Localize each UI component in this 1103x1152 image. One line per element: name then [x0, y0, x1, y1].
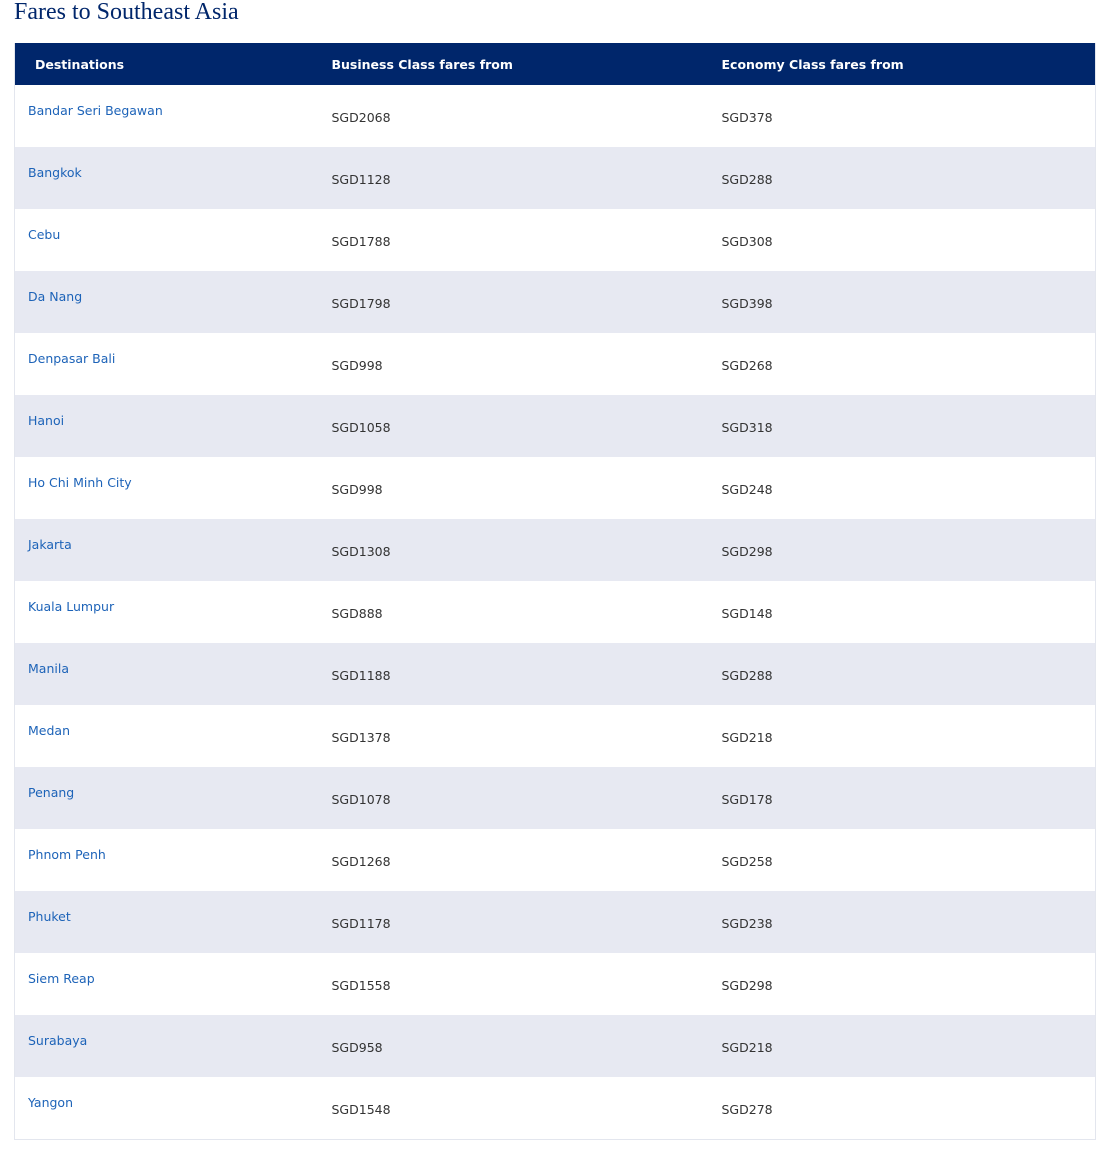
destination-cell — [15, 581, 332, 643]
business-fare-cell: SGD1268 — [331, 854, 391, 869]
destination-cell — [15, 209, 332, 271]
economy-fare-cell: SGD288 — [721, 172, 773, 187]
table-row — [15, 209, 1096, 271]
header-economy-fares: Economy Class fares from — [721, 56, 904, 72]
business-fare-cell: SGD958 — [331, 1040, 383, 1055]
table-row — [15, 1015, 1096, 1077]
destination-link[interactable]: Penang — [28, 785, 75, 800]
destination-cell — [15, 767, 332, 829]
business-fare-cell: SGD1178 — [331, 916, 391, 931]
destination-link[interactable]: Medan — [28, 723, 70, 738]
destination-cell — [15, 457, 332, 519]
table-row — [15, 643, 1096, 705]
destination-cell — [15, 333, 332, 395]
economy-fare-cell: SGD298 — [721, 544, 773, 559]
fares-table-header — [15, 43, 1096, 85]
business-fare-cell: SGD1058 — [331, 420, 391, 435]
business-fare-cell: SGD888 — [331, 606, 383, 621]
destination-cell — [15, 705, 332, 767]
economy-fare-cell: SGD378 — [721, 110, 773, 125]
destination-cell — [15, 1077, 332, 1139]
economy-fare-cell: SGD398 — [721, 296, 773, 311]
destination-link[interactable]: Bangkok — [28, 165, 82, 180]
destination-cell — [15, 829, 332, 891]
destination-link[interactable]: Manila — [28, 661, 69, 676]
business-fare-cell: SGD1558 — [331, 978, 391, 993]
destination-link[interactable]: Yangon — [28, 1095, 74, 1110]
destination-cell — [15, 147, 332, 209]
economy-fare-cell: SGD178 — [721, 792, 773, 807]
business-fare-cell: SGD1188 — [331, 668, 391, 683]
destination-cell — [15, 85, 332, 147]
header-row — [15, 43, 1096, 85]
business-fare-cell: SGD1798 — [331, 296, 391, 311]
business-fare-cell: SGD1788 — [331, 234, 391, 249]
destination-link[interactable]: Phnom Penh — [28, 847, 106, 862]
destination-link[interactable]: Phuket — [28, 909, 71, 924]
business-fare-cell: SGD1378 — [331, 730, 391, 745]
fares-table — [14, 43, 1096, 1140]
destination-link[interactable]: Da Nang — [28, 289, 83, 304]
table-row — [15, 333, 1096, 395]
table-row — [15, 147, 1096, 209]
table-row — [15, 953, 1096, 1015]
business-fare-cell: SGD1308 — [331, 544, 391, 559]
economy-fare-cell: SGD278 — [721, 1102, 773, 1117]
destination-link[interactable]: Cebu — [28, 227, 61, 242]
destination-cell — [15, 953, 332, 1015]
table-row — [15, 891, 1096, 953]
destination-link[interactable]: Bandar Seri Begawan — [28, 103, 163, 118]
economy-fare-cell: SGD308 — [721, 234, 773, 249]
destination-link[interactable]: Surabaya — [28, 1033, 88, 1048]
business-fare-cell: SGD998 — [331, 482, 383, 497]
table-row — [15, 829, 1096, 891]
economy-fare-cell: SGD218 — [721, 730, 773, 745]
business-fare-cell: SGD2068 — [331, 110, 391, 125]
fares-table-body — [15, 85, 1096, 1139]
destination-cell — [15, 891, 332, 953]
table-row — [15, 457, 1096, 519]
table-row — [15, 395, 1096, 457]
economy-fare-cell: SGD258 — [721, 854, 773, 869]
page-title: Fares to Southeast Asia — [14, 0, 239, 25]
destination-link[interactable]: Hanoi — [28, 413, 65, 428]
economy-fare-cell: SGD238 — [721, 916, 773, 931]
destination-link[interactable]: Denpasar Bali — [28, 351, 116, 366]
destination-cell — [15, 395, 332, 457]
economy-fare-cell: SGD148 — [721, 606, 773, 621]
table-row — [15, 705, 1096, 767]
economy-fare-cell: SGD248 — [721, 482, 773, 497]
destination-link[interactable]: Ho Chi Minh City — [28, 475, 132, 490]
business-fare-cell: SGD998 — [331, 358, 383, 373]
table-row — [15, 85, 1096, 147]
table-row — [15, 581, 1096, 643]
economy-fare-cell: SGD288 — [721, 668, 773, 683]
economy-fare-cell: SGD218 — [721, 1040, 773, 1055]
destination-cell — [15, 271, 332, 333]
header-destinations: Destinations — [35, 56, 125, 72]
header-business-fares: Business Class fares from — [331, 56, 513, 72]
economy-fare-cell: SGD298 — [721, 978, 773, 993]
destination-link[interactable]: Siem Reap — [28, 971, 95, 986]
destination-cell — [15, 643, 332, 705]
destination-cell — [15, 519, 332, 581]
economy-fare-cell: SGD268 — [721, 358, 773, 373]
business-fare-cell: SGD1078 — [331, 792, 391, 807]
table-row — [15, 519, 1096, 581]
business-fare-cell: SGD1548 — [331, 1102, 391, 1117]
economy-fare-cell: SGD318 — [721, 420, 773, 435]
business-fare-cell: SGD1128 — [331, 172, 391, 187]
table-row — [15, 1077, 1096, 1139]
destination-cell — [15, 1015, 332, 1077]
destination-link[interactable]: Jakarta — [28, 537, 72, 552]
destination-link[interactable]: Kuala Lumpur — [28, 599, 115, 614]
table-row — [15, 271, 1096, 333]
table-row — [15, 767, 1096, 829]
